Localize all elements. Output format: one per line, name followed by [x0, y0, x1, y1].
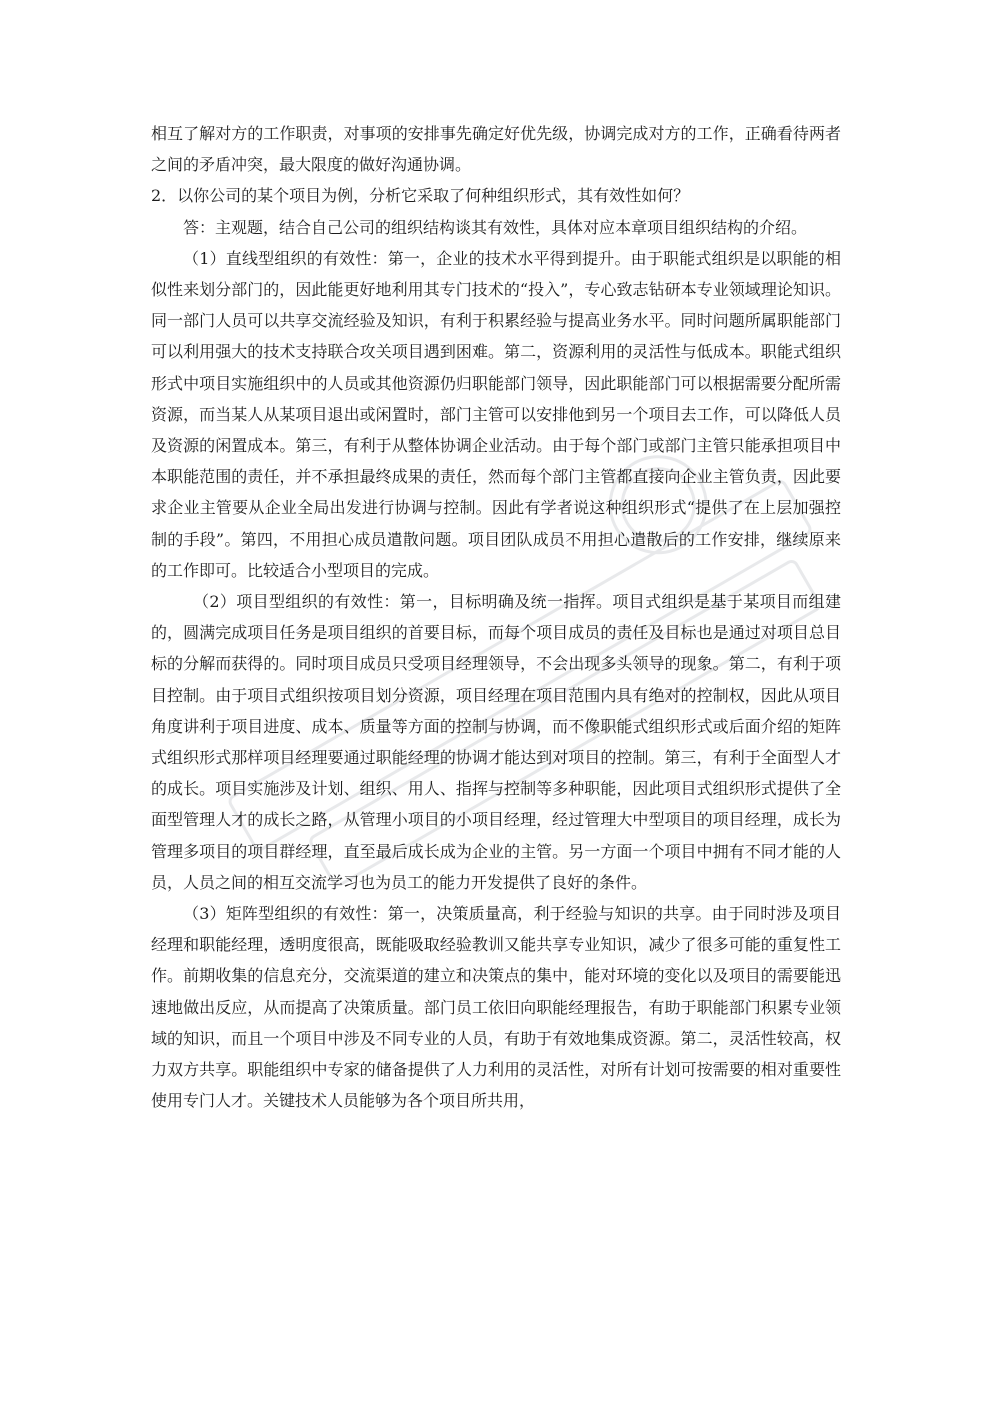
- paragraph-line-organization: （1）直线型组织的有效性：第一，企业的技术水平得到提升。由于职能式组织是以职能的相似性来划分部门的，因此能更好地利用其专门技术的“投入”，专心致志钻研本专业领域理论知识。同一部门人员可以共享交流经验及知识，有利于积累经验与提高业务水平。同时问题所属职能部门可以利用强大的技术支持联合攻关项目遇到困难。第二，资源利用的灵活性与低成本。职能式组织形式中项目实施组织中的人员或其他资源仍归职能部门领导，因此职能部门可以根据需要分配所需资源，而当某人从某项目退出或闲置时，部门主管可以安排他到另一个项目去工作，可以降低人员及资源的闲置成本。第三，有利于从整体协调企业活动。由于每个部门或部门主管只能承担项目中本职能范围的责任，并不承担最终成果的责任，然而每个部门主管都直接向企业主管负责，因此要求企业主管要从企业全局出发进行协调与控制。因此有学者说这种组织形式“提供了在上层加强控制的手段”。第四，不用担心成员遣散问题。项目团队成员不用担心遣散后的工作安排，继续原来的工作即可。比较适合小型项目的完成。: [151, 248, 841, 580]
- body-text: [151, 118, 841, 1117]
- paragraph-continuation: 相互了解对方的工作职责，对事项的安排事先确定好优先级，协调完成对方的工作，正确看待两者之间的矛盾冲突，最大限度的做好沟通协调。: [151, 124, 841, 175]
- paragraph-project-organization: （2）项目型组织的有效性：第一，目标明确及统一指挥。项目式组织是基于某项目而组建的，圆满完成项目任务是项目组织的首要目标，而每个项目成员的责任及目标也是通过对项目总目标的分解而获得的。同时项目成员只受项目经理领导，不会出现多头领导的现象。第二，有利于项目控制。由于项目式组织按项目划分资源，项目经理在项目范围内具有绝对的控制权，因此从项目角度讲利于项目进度、成本、质量等方面的控制与协调，而不像职能式组织形式或后面介绍的矩阵式组织形式那样项目经理要通过职能经理的协调才能达到对项目的控制。第三，有利于全面型人才的成长。项目实施涉及计划、组织、用人、指挥与控制等多种职能，因此项目式组织形式提供了全面型管理人才的成长之路，从管理小项目的小项目经理，经过管理大中型项目的项目经理，成长为管理多项目的项目群经理，直至最后成长成为企业的主管。另一方面一个项目中拥有不同才能的人员，人员之间的相互交流学习也为员工的能力开发提供了良好的条件。: [151, 592, 841, 892]
- paragraph-matrix-organization: （3）矩阵型组织的有效性：第一，决策质量高，利于经验与知识的共享。由于同时涉及项目经理和职能经理，透明度很高，既能吸取经验教训又能共享专业知识，减少了很多可能的重复性工作。前期收集的信息充分，交流渠道的建立和决策点的集中，能对环境的变化以及项目的需要能迅速地做出反应，从而提高了决策质量。部门员工依旧向职能经理报告，有助于职能部门积累专业领域的知识，而且一个项目中涉及不同专业的人员，有助于有效地集成资源。第二，灵活性较高，权力双方共享。职能组织中专家的储备提供了人力利用的灵活性，对所有计划可按需要的相对重要性使用专门人才。关键技术人员能够为各个项目所共用，: [151, 904, 841, 1111]
- question-2: 2．以你公司的某个项目为例，分析它采取了何种组织形式，其有效性如何？: [151, 186, 690, 206]
- answer-intro: 答：主观题，结合自己公司的组织结构谈其有效性，具体对应本章项目组织结构的介绍。: [183, 217, 808, 237]
